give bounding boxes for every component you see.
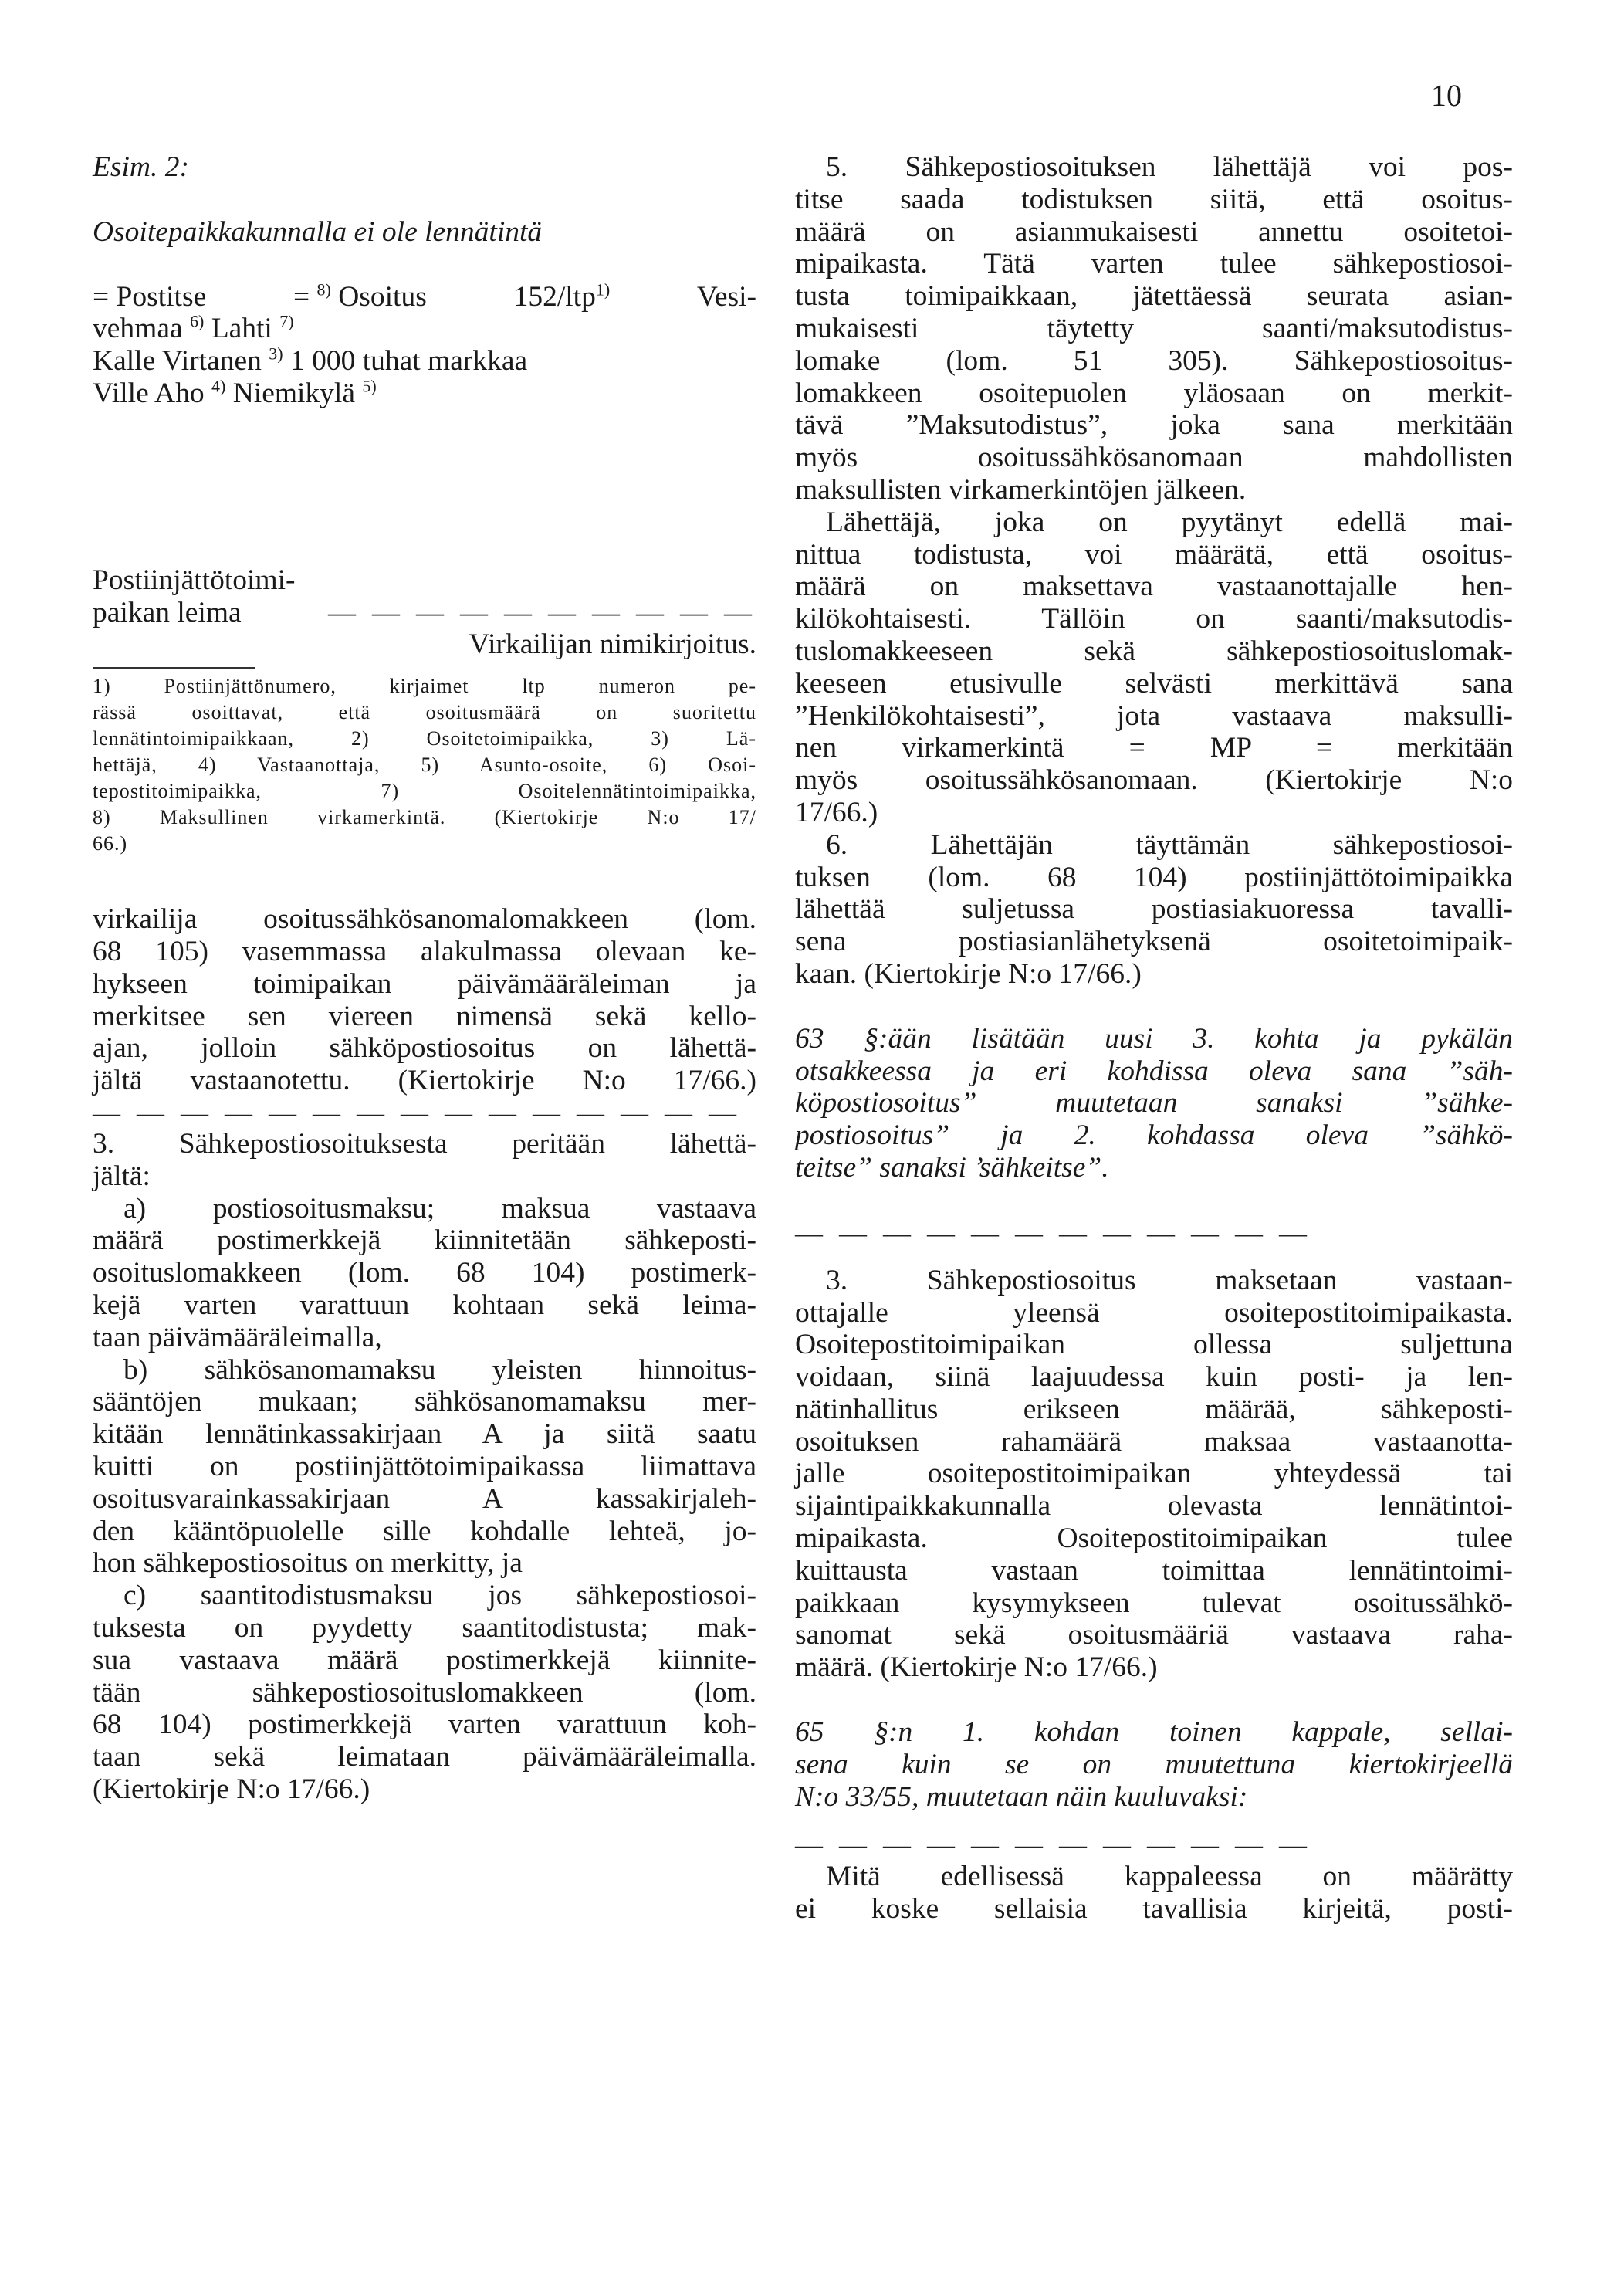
example-heading: Esim. 2: (93, 151, 189, 183)
text-line: ”Henkilökohtaisesti”, jota vastaava maksulli- (795, 699, 1513, 732)
text-line: ajan, jolloin sähköpostiosoitus on lähettä- (93, 1032, 756, 1065)
text-line: sena postiasianlähetyksenä osoitetoimipaik- (795, 926, 1513, 958)
text-line: virkailija osoitussähkösanomalomakkeen (lom. (93, 903, 756, 936)
text-line: myös osoitussähkösanomaan. (Kiertokirje N:o (795, 764, 1513, 797)
footnote-line: 1) Postiinjättönumero, kirjaimet ltp numeron pe- (93, 675, 756, 698)
text-line: kuittausta vastaan toimittaa lennätintoimi- (795, 1554, 1513, 1587)
text-line: kuitti on postiinjättötoimipaikassa liimattava (93, 1450, 756, 1482)
text-line: mipaikasta. Tätä varten tulee sähkepostiosoi- (795, 248, 1513, 280)
form-line: = Postitse = $^{8)}$ Osoitus 152/ltp$^{1)}$ Vesi- (93, 279, 756, 313)
text-line: 63 §:ään lisätään uusi 3. kohta ja pykälän (795, 1022, 1513, 1055)
text-line: paikkaan kysymykseen tulevat osoitussähkö- (795, 1587, 1513, 1619)
text-line: tusta toimipaikkaan, jätettäessä seurata asian- (795, 280, 1513, 313)
text-line: sääntöjen mukaan; sähkösanomamaksu mer- (93, 1386, 756, 1418)
footnote-line: lennätintoimipaikkaan, 2) Osoitetoimipaikka, 3) Lä- (93, 727, 756, 750)
text-line: jalle osoitepostitoimipaikan yhteydessä tai (795, 1458, 1513, 1490)
text-line: osoituksen rahamäärä maksaa vastaanotta- (795, 1425, 1513, 1458)
text-line: tävä ”Maksutodistus”, joka sana merkitään (795, 409, 1513, 442)
section-separator-dashes: — — — — — — — — — — — — — — — (93, 1096, 741, 1128)
footnotes (93, 673, 756, 857)
text-line: lähettää suljetussa postiasiakuoressa tavalli- (795, 893, 1513, 926)
right-paragraph-4 (795, 1265, 1513, 1684)
text-line: lomakkeen osoitepuolen yläosaan on merkit- (795, 377, 1513, 409)
form-line: Ville Aho $^{4)}$ Niemikylä $^{5)}$ (93, 376, 377, 409)
footnote-line: hettäjä, 4) Vastaanottaja, 5) Asunto-osoite, 6) Osoi- (93, 754, 756, 777)
text-line: Mitä edellisessä kappaleessa on määrätty (826, 1861, 1513, 1893)
text-line: kilökohtaisesti. Tällöin on saanti/maksutodis- (795, 603, 1513, 635)
text-line: (Kiertokirje N:o 17/66.) (93, 1773, 370, 1805)
text-line: voidaan, siinä laajuudessa kuin posti- ja len- (795, 1361, 1513, 1394)
stamp-label-line: paikan leima (93, 596, 242, 628)
text-line: b) sähkösanomamaksu yleisten hinnoitus- (123, 1353, 756, 1386)
form-line: vehmaa $^{6)}$ Lahti $^{7)}$ (93, 311, 294, 345)
text-line: määrä on asianmukaisesti annettu osoitetoi- (795, 215, 1513, 248)
text-line: osoituslomakkeen (lom. 68 104) postimerk- (93, 1257, 756, 1289)
form-line: Kalle Virtanen $^{3)}$ 1 000 tuhat markkaa (93, 344, 528, 378)
example-title: Osoitepaikkakunnalla ei ole lennätintä (93, 215, 543, 248)
right-column (795, 151, 1513, 1926)
footnote-line: 66.) (93, 832, 128, 855)
text-line: 5. Sähkepostiosoituksen lähettäjä voi pos- (826, 151, 1513, 183)
text-line: c) saantitodistusmaksu jos sähkepostiosoi- (123, 1580, 756, 1612)
text-line: nätinhallitus erikseen määrää, sähkeposti- (795, 1393, 1513, 1425)
text-line: osoitusvarainkassakirjaan A kassakirjaleh- (93, 1482, 756, 1515)
text-line: 68 104) postimerkkejä varten varattuun koh- (93, 1709, 756, 1741)
footnote-line: tepostitoimipaikka, 7) Osoitelennätintoimipaikka, (93, 780, 756, 803)
left-paragraph-2 (93, 1128, 756, 1806)
left-column (93, 151, 756, 1806)
text-line: sanomat sekä osoitusmääriä vastaava raha- (795, 1619, 1513, 1651)
text-line: määrä postimerkkejä kiinnitetään sähkeposti- (93, 1224, 756, 1257)
text-line: teitse” sanaksi ’sähkeitse”. (795, 1151, 1109, 1184)
text-line: otsakkeessa ja eri kohdissa oleva sana ”säh- (795, 1055, 1513, 1087)
text-line: köpostiosoitus” muutetaan sanaksi ”sähke- (795, 1087, 1513, 1119)
text-line: tuksen (lom. 68 104) postiinjättötoimipaikka (795, 861, 1513, 893)
text-line: sena kuin se on muutettuna kiertokirjeellä (795, 1748, 1513, 1780)
text-line: kaan. (Kiertokirje N:o 17/66.) (795, 957, 1142, 990)
text-line: 68 105) vasemmassa alakulmassa olevaan ke- (93, 935, 756, 967)
text-line: N:o 33/55, muutetaan näin kuuluvaksi: (795, 1780, 1248, 1813)
right-paragraph-5 (795, 1861, 1513, 1926)
text-line: keeseen etusivulle selvästi merkittävä sana (795, 667, 1513, 699)
text-line: a) postiosoitusmaksu; maksua vastaava (123, 1192, 756, 1224)
text-line: mipaikasta. Osoitepostitoimipaikan tulee (795, 1522, 1513, 1555)
text-line: titse saada todistuksen siitä, että osoitus- (795, 183, 1513, 215)
signature-dash-line: — — — — — — — — — — (328, 596, 756, 628)
text-line: sijaintipaikkakunnalla olevasta lennätintoi- (795, 1490, 1513, 1522)
text-line: hykseen toimipaikan päivämääräleiman ja (93, 967, 756, 1000)
text-line: määrä. (Kiertokirje N:o 17/66.) (795, 1651, 1158, 1684)
text-line: tään sähkepostiosoituslomakkeen (lom. (93, 1676, 756, 1709)
text-line: ottajalle yleensä osoitepostitoimipaikasta. (795, 1296, 1513, 1329)
page-number: 10 (1431, 78, 1462, 113)
text-line: 17/66.) (795, 796, 878, 828)
text-line: lomake (lom. 51 305). Sähkepostiosoitus- (795, 344, 1513, 377)
text-line: taan päivämääräleimalla, (93, 1321, 382, 1353)
text-line: maksullisten virkamerkintöjen jälkeen. (795, 473, 1247, 506)
footnote-rule (93, 667, 255, 669)
text-line: Osoitepostitoimipaikan ollessa suljettuna (795, 1329, 1513, 1361)
text-line: nen virkamerkintä = MP = merkitään (795, 732, 1513, 764)
right-paragraph-1 (795, 151, 1513, 506)
text-line: ei koske sellaisia tavallisia kirjeitä, posti- (795, 1893, 1513, 1926)
text-line: 3. Sähkepostiosoituksesta peritään lähettä- (93, 1127, 756, 1160)
left-paragraph-1 (93, 903, 756, 1097)
text-line: tuksesta on pyydetty saantitodistusta; mak- (93, 1611, 756, 1644)
text-line: kitään lennätinkassakirjaan A ja siitä saatu (93, 1418, 756, 1451)
text-line: den kääntöpuolelle sille kohdalle lehteä, jo- (93, 1515, 756, 1547)
text-line: 3. Sähkepostiosoitus maksetaan vastaan- (826, 1264, 1513, 1296)
text-line: myös osoitussähkösanomaan mahdollisten (795, 442, 1513, 474)
text-line: jältä: (93, 1160, 151, 1192)
text-line: kejä varten varattuun kohtaan sekä leima- (93, 1289, 756, 1321)
text-line: jältä vastaanotettu. (Kiertokirje N:o 17/66.) (93, 1065, 756, 1097)
text-line: Lähettäjä, joka on pyytänyt edellä mai- (826, 506, 1513, 538)
text-line: taan sekä leimataan päivämääräleimalla. (93, 1741, 756, 1773)
text-line: nittua todistusta, voi määrätä, että osoitus- (795, 538, 1513, 571)
text-line: hon sähkepostiosoitus on merkitty, ja (93, 1547, 523, 1580)
right-paragraph-2 (795, 506, 1513, 829)
amendment-note-65 (795, 1716, 1513, 1813)
telegram-form-example (93, 281, 756, 410)
text-line: määrä on maksettava vastaanottajalle hen- (795, 571, 1513, 603)
text-line: 6. Lähettäjän täyttämän sähkepostiosoi- (826, 828, 1513, 861)
text-line: sua vastaava määrä postimerkkejä kiinnite- (93, 1644, 756, 1676)
section-separator-dashes: — — — — — — — — — — — — (795, 1829, 1311, 1861)
text-line: postiosoitus” ja 2. kohdassa oleva ”sähkö- (795, 1119, 1513, 1152)
text-line: mukaisesti täytetty saanti/maksutodistus- (795, 312, 1513, 344)
amendment-note-63 (795, 1023, 1513, 1184)
footnote-line: rässä osoittavat, että osoitusmäärä on suoritettu (93, 701, 756, 724)
stamp-area (93, 564, 756, 661)
text-line: 65 §:n 1. kohdan toinen kappale, sellai- (795, 1716, 1513, 1749)
text-line: merkitsee sen viereen nimensä sekä kello- (93, 1000, 756, 1032)
text-line: tuslomakkeeseen sekä sähkepostiosoituslomak- (795, 635, 1513, 667)
section-separator-dashes: — — — — — — — — — — — — (795, 1217, 1311, 1248)
right-paragraph-3 (795, 829, 1513, 991)
signature-label: Virkailijan nimikirjoitus. (469, 628, 756, 661)
footnote-line: 8) Maksullinen virkamerkintä. (Kiertokirje N:o 17/ (93, 806, 756, 829)
stamp-label-line: Postiinjättötoimi- (93, 564, 296, 596)
